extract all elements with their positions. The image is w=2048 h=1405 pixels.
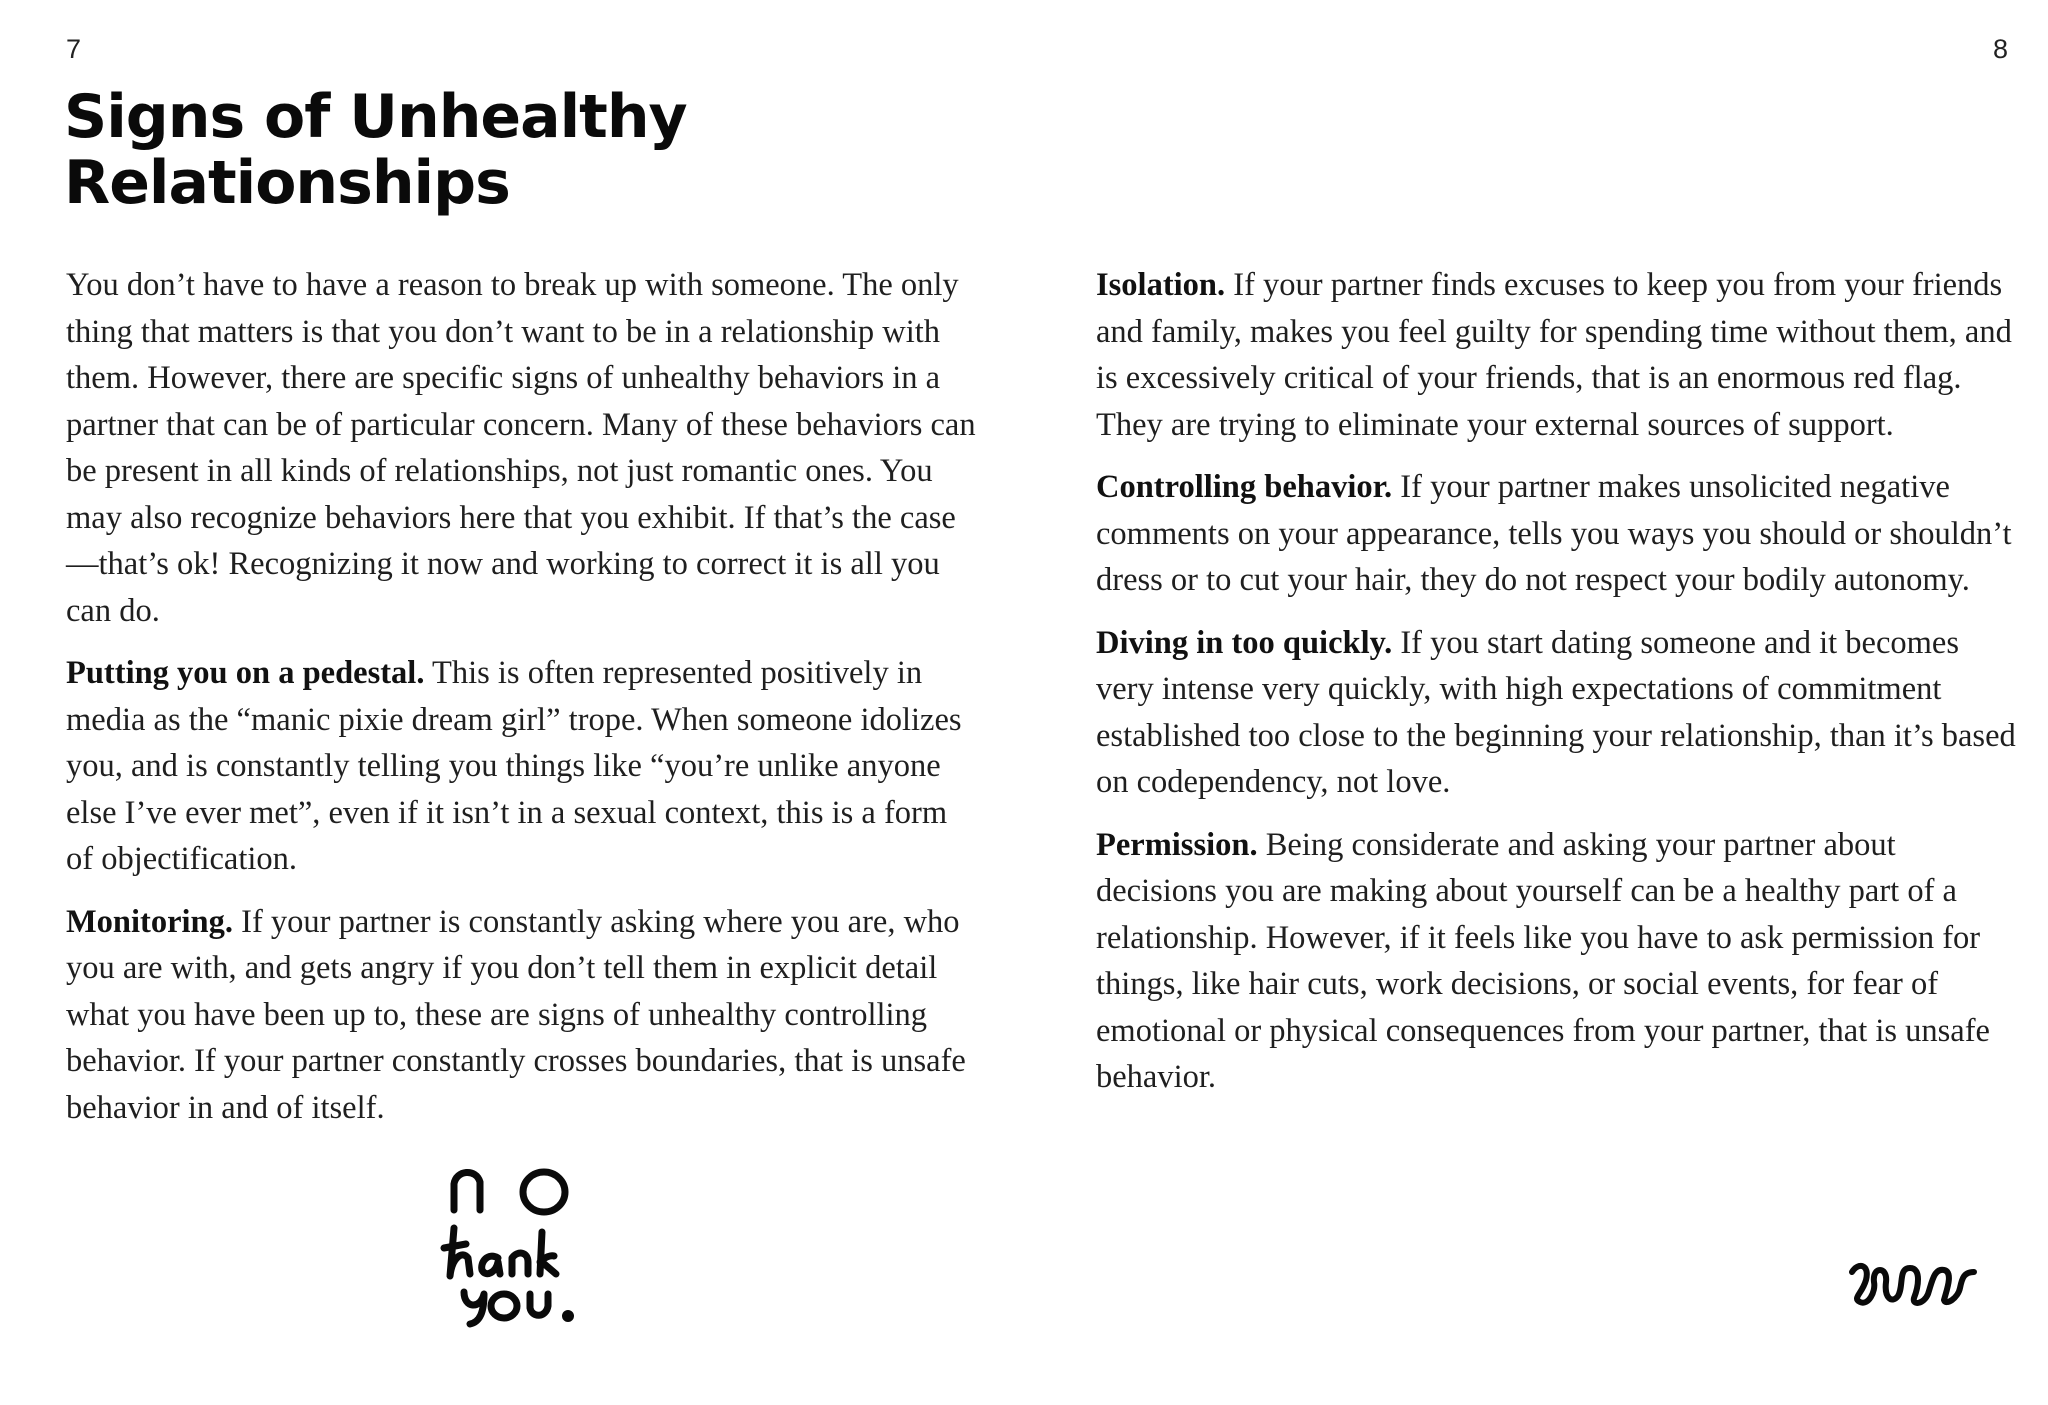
- section-monitoring: [66, 899, 978, 1132]
- section-heading: Diving in too quickly.: [1096, 624, 1393, 661]
- handwritten-no-thank-you-icon: [440, 1162, 600, 1332]
- page-number-right: 8: [1992, 34, 2008, 64]
- section-heading: Monitoring.: [66, 903, 234, 940]
- scribble-loops-icon: [1848, 1258, 1980, 1310]
- section-heading: Putting you on a pedestal.: [66, 655, 425, 691]
- section-body: If your partner finds excuses to keep you from your friends and family, makes you feel guilty for spending time without them, and is excessively critical of your friends, that is an enormous red flag. They are trying to eliminate your external sources of support.: [1096, 267, 2012, 443]
- section-body: If your partner is constantly asking where you are, who you are with, and gets angry if you don’t tell them in explicit detail what you have been up to, these are signs of unhealthy controlling behavior. If your partner constantly crosses boundaries, that is unsafe behavior in and of itself.: [66, 903, 966, 1126]
- page-title: Signs of Unhealthy Relationships: [64, 82, 687, 218]
- page-number-left: 7: [66, 34, 82, 64]
- section-diving-in: [1096, 620, 2021, 806]
- section-permission: [1096, 822, 2021, 1101]
- right-column: [1096, 262, 2021, 1117]
- section-heading: Permission.: [1096, 826, 1258, 863]
- section-isolation: [1096, 262, 2021, 448]
- section-body: This is often represented positively in media as the “manic pixie dream girl” trope. When someone idolizes you, and is constantly telling you things like “you’re unlike anyone else I’ve ever met”, even if it isn’t in a sexual context, this is a form of objectification.: [66, 655, 962, 877]
- section-body: If your partner makes unsolicited negative comments on your appearance, tells you ways you should or shouldn’t dress or to cut your hair, they do not respect your bodily autonomy.: [1096, 469, 2012, 598]
- section-body: If you start dating someone and it becomes very intense very quickly, with high expectations of commitment established too close to the beginning your relationship, than it’s based on codependency, not love.: [1096, 624, 2016, 800]
- left-column: [66, 262, 978, 1147]
- section-controlling-behavior: [1096, 464, 2021, 604]
- intro-paragraph: You don’t have to have a reason to break up with someone. The only thing that matters is that you don’t want to be in a relationship with them. However, there are specific signs of unhealthy behaviors in a partner that can be of particular concern. Many of these behaviors can be present in all kinds of relationships, not just romantic ones. You may also recognize behaviors here that you exhibit. If that’s the case—that’s ok! Recognizing it now and working to correct it is all you can do.: [66, 267, 976, 629]
- section-heading: Isolation.: [1096, 267, 1226, 303]
- section-pedestal: [66, 650, 978, 883]
- section-body: Being considerate and asking your partner about decisions you are making about yourself can be a healthy part of a relationship. However, if it feels like you have to ask permission for things, like hair cuts, work decisions, or social events, for fear of emotional or physical consequences from your partner, that is unsafe behavior.: [1096, 826, 1990, 1095]
- section-heading: Controlling behavior.: [1096, 469, 1393, 505]
